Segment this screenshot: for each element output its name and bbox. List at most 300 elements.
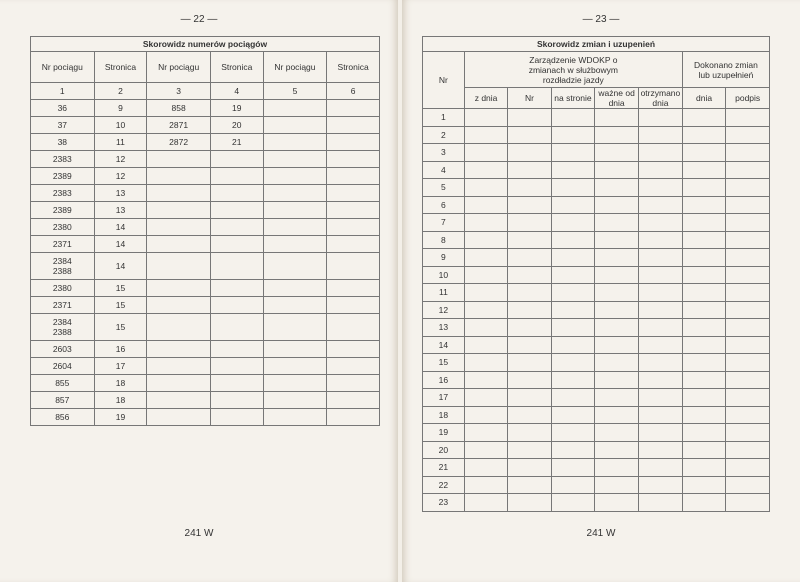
column-number: 6 [327,83,380,100]
row-number: 12 [423,301,465,319]
cell: 13 [94,202,147,219]
cell[interactable] [595,476,639,494]
cell: 14 [94,236,147,253]
cell [263,236,327,253]
cell[interactable] [464,301,507,319]
row-number: 20 [423,441,465,459]
cell [147,168,211,185]
cell [210,253,263,280]
cell[interactable] [682,214,725,232]
row-number: 2 [423,126,465,144]
cell [210,280,263,297]
cell[interactable] [726,144,770,162]
table-row [423,476,770,494]
cell[interactable] [464,336,507,354]
cell: 2389 [31,202,95,219]
cell[interactable] [551,144,595,162]
cell[interactable] [726,336,770,354]
row-number: 13 [423,319,465,337]
cell[interactable] [638,179,682,197]
cell[interactable] [508,214,551,232]
cell[interactable] [726,249,770,267]
cell [263,253,327,280]
cell[interactable] [595,126,639,144]
cell[interactable] [638,389,682,407]
cell: 12 [94,151,147,168]
cell[interactable] [638,459,682,477]
cell[interactable] [595,284,639,302]
column-header: Nr pociągu [147,52,211,83]
row-number: 23 [423,494,465,512]
cell[interactable] [508,284,551,302]
cell[interactable] [464,214,507,232]
cell[interactable] [638,371,682,389]
cell[interactable] [508,231,551,249]
cell[interactable] [682,476,725,494]
cell[interactable] [726,371,770,389]
cell[interactable] [726,109,770,127]
cell[interactable] [682,354,725,372]
cell [327,297,380,314]
table-row [423,231,770,249]
cell [147,151,211,168]
cell[interactable] [595,266,639,284]
cell[interactable] [726,214,770,232]
cell [147,341,211,358]
table-row [31,375,380,392]
cell[interactable] [638,476,682,494]
cell[interactable] [551,459,595,477]
cell[interactable] [551,476,595,494]
cell[interactable] [638,424,682,442]
cell[interactable] [464,126,507,144]
cell [147,392,211,409]
row-number: 14 [423,336,465,354]
column-header: Nr pociągu [263,52,327,83]
cell[interactable] [682,266,725,284]
cell[interactable] [682,371,725,389]
right-page [402,0,800,582]
cell: 2384 2388 [31,314,95,341]
table-row [423,249,770,267]
cell[interactable] [726,406,770,424]
cell[interactable] [682,441,725,459]
cell [210,185,263,202]
cell[interactable] [551,371,595,389]
cell[interactable] [551,301,595,319]
cell[interactable] [508,249,551,267]
table-row [423,266,770,284]
column-header: Nr [508,88,551,109]
cell[interactable] [464,284,507,302]
cell[interactable] [726,231,770,249]
cell[interactable] [638,284,682,302]
subheader-row [423,88,770,109]
cell [147,185,211,202]
cell: 37 [31,117,95,134]
cell[interactable] [464,319,507,337]
cell [327,358,380,375]
cell [327,168,380,185]
cell[interactable] [551,126,595,144]
nr-header: Nr [423,52,465,109]
cell[interactable] [551,406,595,424]
table-row [31,409,380,426]
table-row [31,168,380,185]
cell: 17 [94,358,147,375]
cell[interactable] [726,284,770,302]
cell[interactable] [638,196,682,214]
cell[interactable] [464,459,507,477]
cell[interactable] [682,301,725,319]
cell[interactable] [595,231,639,249]
cell[interactable] [726,459,770,477]
cell[interactable] [726,389,770,407]
cell[interactable] [638,406,682,424]
cell: 2384 2388 [31,253,95,280]
cell[interactable] [464,406,507,424]
table-row [31,253,380,280]
cell: 19 [210,100,263,117]
cell[interactable] [682,319,725,337]
table-row [423,161,770,179]
cell[interactable] [551,179,595,197]
row-number: 15 [423,354,465,372]
cell[interactable] [551,389,595,407]
cell[interactable] [464,494,507,512]
cell[interactable] [682,109,725,127]
cell [147,280,211,297]
column-number: 4 [210,83,263,100]
cell[interactable] [595,371,639,389]
cell[interactable] [551,161,595,179]
row-number: 9 [423,249,465,267]
cell[interactable] [595,109,639,127]
cell[interactable] [508,179,551,197]
row-number: 7 [423,214,465,232]
cell[interactable] [595,389,639,407]
column-number-row [31,83,380,100]
row-number: 21 [423,459,465,477]
cell[interactable] [682,196,725,214]
page-number: — 22 — [180,14,218,25]
table-row [31,297,380,314]
row-number: 4 [423,161,465,179]
cell[interactable] [682,424,725,442]
cell: 9 [94,100,147,117]
table-row [423,424,770,442]
cell[interactable] [464,389,507,407]
cell[interactable] [726,179,770,197]
cell[interactable] [508,371,551,389]
cell[interactable] [464,109,507,127]
table-row [31,202,380,219]
cell [263,168,327,185]
column-header: Stronica [210,52,263,83]
table-row [31,392,380,409]
cell [263,358,327,375]
cell [327,341,380,358]
cell[interactable] [595,144,639,162]
row-number: 19 [423,424,465,442]
cell [263,341,327,358]
cell[interactable] [682,231,725,249]
cell: 2871 [147,117,211,134]
cell[interactable] [464,424,507,442]
cell[interactable] [508,459,551,477]
cell [263,100,327,117]
cell [327,409,380,426]
row-number: 5 [423,179,465,197]
cell[interactable] [551,284,595,302]
row-number: 1 [423,109,465,127]
cell[interactable] [595,249,639,267]
column-number: 2 [94,83,147,100]
cell: 2380 [31,280,95,297]
table-row [423,179,770,197]
cell: 2380 [31,219,95,236]
cell[interactable] [595,336,639,354]
cell: 36 [31,100,95,117]
cell[interactable] [726,196,770,214]
cell [327,202,380,219]
cell[interactable] [551,266,595,284]
cell: 15 [94,314,147,341]
cell [327,151,380,168]
table-row [31,219,380,236]
table-row [31,358,380,375]
cell[interactable] [682,179,725,197]
cell[interactable] [595,301,639,319]
cell [147,202,211,219]
cell[interactable] [508,406,551,424]
cell[interactable] [638,354,682,372]
row-number: 10 [423,266,465,284]
cell[interactable] [638,441,682,459]
row-number: 22 [423,476,465,494]
cell[interactable] [638,266,682,284]
cell[interactable] [508,126,551,144]
table-row [31,341,380,358]
column-header: ważne od dnia [595,88,639,109]
cell [327,236,380,253]
cell[interactable] [464,441,507,459]
cell [147,409,211,426]
cell[interactable] [682,406,725,424]
cell [327,375,380,392]
cell [327,314,380,341]
cell[interactable] [726,354,770,372]
cell[interactable] [508,476,551,494]
cell[interactable] [464,196,507,214]
cell[interactable] [726,161,770,179]
cell: 15 [94,280,147,297]
cell: 2604 [31,358,95,375]
table-row [423,406,770,424]
cell: 856 [31,409,95,426]
cell[interactable] [638,336,682,354]
cell[interactable] [638,231,682,249]
cell[interactable] [464,144,507,162]
cell[interactable] [682,459,725,477]
cell [147,236,211,253]
cell: 857 [31,392,95,409]
column-number: 3 [147,83,211,100]
cell[interactable] [726,266,770,284]
cell[interactable] [508,301,551,319]
cell[interactable] [508,109,551,127]
table-row [31,280,380,297]
cell[interactable] [726,126,770,144]
cell[interactable] [638,144,682,162]
cell[interactable] [551,319,595,337]
cell[interactable] [595,319,639,337]
cell[interactable] [551,354,595,372]
cell [327,100,380,117]
cell [147,297,211,314]
cell[interactable] [595,424,639,442]
cell [210,219,263,236]
cell: 10 [94,117,147,134]
cell[interactable] [508,424,551,442]
row-number: 3 [423,144,465,162]
table-row [31,134,380,151]
row-number: 16 [423,371,465,389]
cell[interactable] [726,476,770,494]
cell[interactable] [595,494,639,512]
cell: 15 [94,297,147,314]
cell[interactable] [682,161,725,179]
cell[interactable] [726,494,770,512]
cell[interactable] [595,161,639,179]
cell[interactable] [682,249,725,267]
cell[interactable] [508,354,551,372]
column-header: na stronie [551,88,595,109]
cell[interactable] [726,301,770,319]
table-row [31,117,380,134]
cell[interactable] [551,109,595,127]
table-row [31,236,380,253]
cell[interactable] [508,441,551,459]
table-row [423,354,770,372]
cell[interactable] [508,266,551,284]
table-row [423,319,770,337]
cell[interactable] [508,161,551,179]
cell[interactable] [551,441,595,459]
cell [210,297,263,314]
cell [327,117,380,134]
cell [263,219,327,236]
cell[interactable] [464,476,507,494]
cell [263,297,327,314]
cell [327,185,380,202]
cell[interactable] [551,231,595,249]
order-group-header: Zarządzenie WDOKP o zmianach w służbowym rozdładzie jazdy [464,52,682,88]
cell [147,253,211,280]
cell[interactable] [595,459,639,477]
cell [210,314,263,341]
cell: 19 [94,409,147,426]
cell[interactable] [682,284,725,302]
cell[interactable] [726,441,770,459]
cell[interactable] [464,371,507,389]
cell[interactable] [595,179,639,197]
cell [210,341,263,358]
cell [147,314,211,341]
cell[interactable] [638,301,682,319]
cell[interactable] [508,494,551,512]
table-row [423,459,770,477]
column-header: dnia [682,88,725,109]
cell[interactable] [682,389,725,407]
cell[interactable] [595,196,639,214]
table-row [31,100,380,117]
cell [210,236,263,253]
cell[interactable] [551,424,595,442]
cell[interactable] [508,336,551,354]
cell[interactable] [595,441,639,459]
cell[interactable] [682,144,725,162]
cell[interactable] [595,354,639,372]
table-row [423,494,770,512]
cell[interactable] [464,161,507,179]
cell[interactable] [682,494,725,512]
cell[interactable] [508,144,551,162]
cell[interactable] [464,266,507,284]
column-header: Stronica [327,52,380,83]
cell[interactable] [464,249,507,267]
cell[interactable] [638,109,682,127]
cell[interactable] [726,424,770,442]
cell[interactable] [551,494,595,512]
cell[interactable] [464,231,507,249]
cell[interactable] [638,214,682,232]
cell[interactable] [551,336,595,354]
cell[interactable] [551,249,595,267]
cell [327,280,380,297]
cell[interactable] [508,319,551,337]
cell[interactable] [682,336,725,354]
cell[interactable] [638,494,682,512]
cell [263,280,327,297]
cell: 2383 [31,185,95,202]
cell[interactable] [551,196,595,214]
cell[interactable] [464,179,507,197]
cell [263,409,327,426]
cell[interactable] [682,126,725,144]
cell [327,219,380,236]
cell: 2371 [31,297,95,314]
cell[interactable] [508,389,551,407]
cell: 2371 [31,236,95,253]
column-header: otrzymano dnia [638,88,682,109]
cell [263,314,327,341]
table-row [423,389,770,407]
cell[interactable] [638,161,682,179]
cell[interactable] [638,319,682,337]
cell [263,185,327,202]
page-number: — 23 — [582,14,620,25]
cell[interactable] [595,214,639,232]
cell [210,392,263,409]
cell[interactable] [551,214,595,232]
cell[interactable] [638,249,682,267]
cell[interactable] [638,126,682,144]
cell[interactable] [464,354,507,372]
cell[interactable] [595,406,639,424]
cell[interactable] [508,196,551,214]
cell[interactable] [726,319,770,337]
